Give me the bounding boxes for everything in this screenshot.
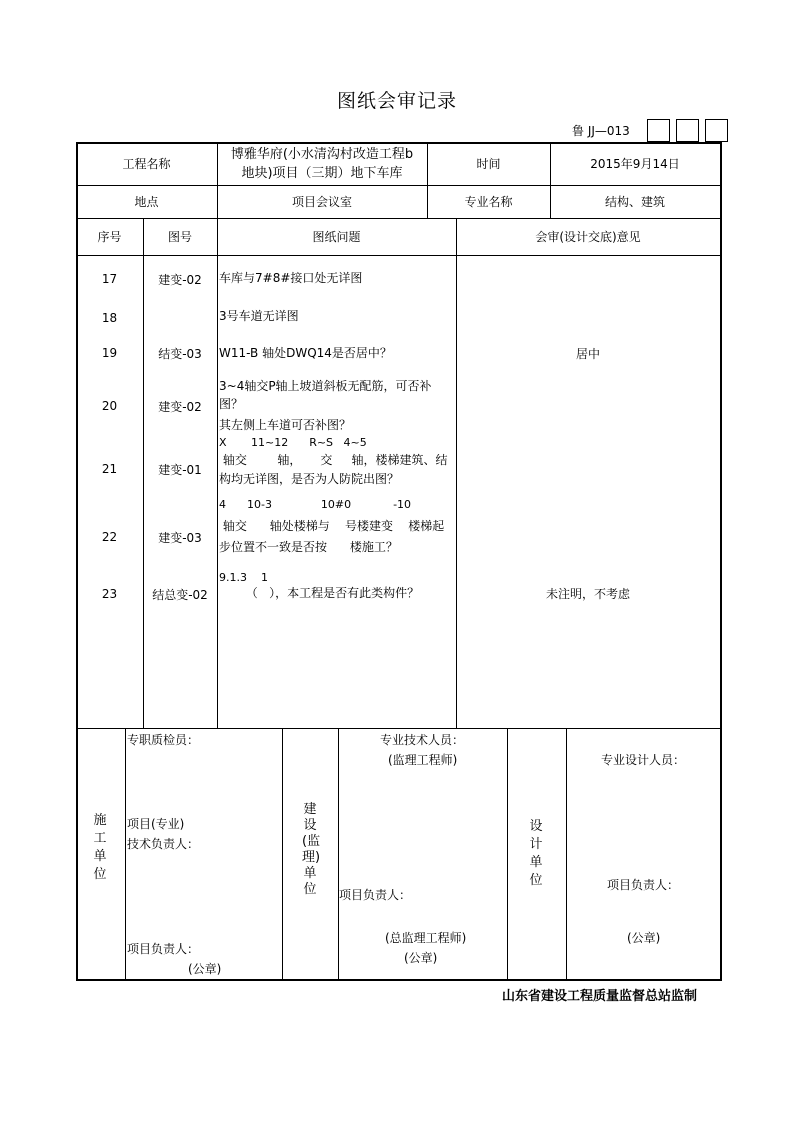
row-18-issue: 3号车道无详图 [219,309,299,323]
issuer-footer: 山东省建设工程质量监督总站监制 [501,989,697,1004]
page-title: 图纸会审记录 [336,90,457,112]
table-right-border [720,142,722,980]
qc-inspector-label: 专职质检员： [127,733,200,747]
grid-line [125,728,126,979]
supervision-pm-label: 项目负责人： [339,888,412,902]
column-header-opinion: 会审(设计交底)意见 [535,230,641,244]
tech-lead-label: 技术负责人： [127,837,200,851]
row-19-drawing: 结变-03 [158,346,202,361]
row-23-drawing: 结总变-02 [152,587,208,602]
project-name-line1: 博雅华府(小水清沟村改造工程b [230,146,414,162]
supervising-engineer-label: (监理工程师) [388,753,458,767]
row-17-drawing: 建变-02 [158,272,202,287]
row-17-issue: 车库与7#8#接口处无详图 [219,271,363,285]
project-name-value[interactable] [217,142,427,185]
row-20-issue-line2: 图？ [219,397,244,411]
row-19-opinion: 居中 [575,346,600,361]
column-header-issue: 图纸问题 [312,230,361,244]
location-label: 地点 [134,195,159,209]
row-19-issue: W11-B 轴处DWQ14是否居中？ [219,346,392,360]
row-22-issue-line2: 步位置不一致是否按 楼施工？ [219,540,398,554]
supervision-seal: (公章) [404,951,438,965]
row-23-opinion: 未注明，不考虑 [545,586,630,601]
row-21-issue-line1: 轴交 轴， 交 轴，楼梯建筑、结 [219,453,448,467]
row-23-seq: 23 [101,587,118,601]
design-seal: (公章) [627,931,661,945]
construction-pm-label: 项目负责人： [127,942,200,956]
row-23-issue-line1: （ ），本工程是否有此类构件？ [219,586,420,600]
grid-line [282,728,283,979]
grid-line [566,728,567,979]
tech-staff-label: 专业技术人员： [380,733,465,747]
row-18-seq: 18 [101,311,118,325]
column-header-drawing: 图号 [167,230,192,244]
row-17-seq: 17 [101,272,118,286]
location-value[interactable]: 项目会议室 [291,195,352,209]
project-name-line2: 地块)项目（三期）地下车库 [241,165,403,181]
design-pm-label: 项目负责人： [607,878,680,892]
table-left-border [76,142,78,980]
row-21-issue-top: X 11~12 R~S 4~5 [219,436,367,449]
row-22-issue-top: 4 10-3 10#0 -10 [219,498,412,511]
code-box-1[interactable] [647,119,670,142]
chief-engineer-label: (总监理工程师) [385,931,467,945]
row-21-drawing: 建变-01 [158,462,202,477]
row-20-seq: 20 [101,399,118,413]
column-header-seq: 序号 [97,230,122,244]
project-specialty-label: 项目(专业) [127,817,185,831]
row-22-issue-line1: 轴交 轴处楼梯与 号楼建变 楼梯起 [219,519,445,533]
design-unit-label: 设计单位 [529,819,543,888]
code-box-3[interactable] [705,119,728,142]
grid-line [76,728,722,729]
table-bottom-border [76,979,722,981]
row-22-seq: 22 [101,530,118,544]
row-23-issue-top: 9.1.3 1 [219,571,268,584]
grid-line [338,728,339,979]
supervision-unit-label: 建设(监理)单位 [302,802,321,897]
row-20-drawing: 建变-02 [158,399,202,414]
time-value[interactable]: 2015年9月14日 [590,157,680,171]
project-name-label: 工程名称 [122,157,171,171]
time-label: 时间 [476,157,501,171]
code-box-2[interactable] [676,119,699,142]
row-19-seq: 19 [101,346,118,360]
specialty-value[interactable]: 结构、建筑 [604,195,665,209]
grid-line [456,218,457,728]
row-20-issue-line3: 其左侧上车道可否补图？ [219,418,352,432]
row-21-issue-line2: 构均无详图，是否为人防院出图？ [219,472,400,486]
grid-line [217,255,218,728]
specialty-label: 专业名称 [464,195,513,209]
row-20-issue-line1: 3~4轴交P轴上坡道斜板无配筋，可否补 [219,379,432,393]
form-code: 鲁 JJ—013 [572,124,630,138]
construction-unit-label: 施工单位 [93,813,107,882]
construction-seal: (公章) [188,962,222,976]
designer-label: 专业设计人员： [601,753,686,767]
row-21-seq: 21 [101,462,118,476]
grid-line [507,728,508,979]
grid-line [76,255,722,256]
row-22-drawing: 建变-03 [158,530,202,545]
